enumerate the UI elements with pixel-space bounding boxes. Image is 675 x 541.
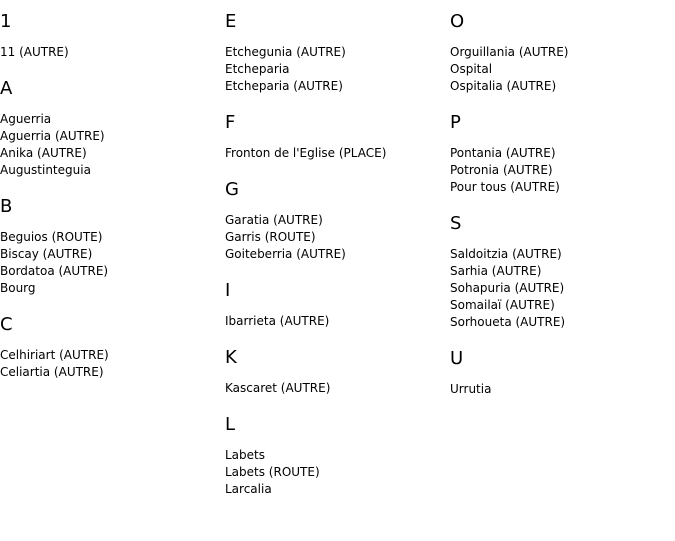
street-link[interactable]: Ospitalia (AUTRE) bbox=[450, 79, 557, 93]
street-link[interactable]: Celiartia (AUTRE) bbox=[0, 365, 104, 379]
list-item bbox=[0, 280, 220, 297]
street-link[interactable]: Beguios (ROUTE) bbox=[0, 230, 103, 244]
list-item bbox=[225, 212, 445, 229]
street-link[interactable]: Bordatoa (AUTRE) bbox=[0, 264, 109, 278]
list-item bbox=[225, 44, 445, 61]
list-item bbox=[0, 162, 220, 179]
group-letter: O bbox=[450, 11, 465, 32]
street-list bbox=[225, 44, 445, 95]
list-item bbox=[225, 464, 445, 481]
list-item bbox=[225, 61, 445, 78]
group-c bbox=[0, 315, 220, 381]
group-k bbox=[225, 348, 445, 397]
street-list bbox=[225, 447, 445, 498]
group-letter: P bbox=[450, 112, 461, 133]
group-1 bbox=[0, 12, 220, 61]
street-link[interactable]: Aguerria bbox=[0, 112, 52, 126]
list-item bbox=[0, 229, 220, 246]
street-link[interactable]: Urrutia bbox=[450, 382, 492, 396]
group-letter: E bbox=[225, 11, 237, 32]
list-item bbox=[450, 246, 670, 263]
street-link[interactable]: Labets (ROUTE) bbox=[225, 465, 320, 479]
street-link[interactable]: Garatia (AUTRE) bbox=[225, 213, 323, 227]
list-item bbox=[450, 162, 670, 179]
street-link[interactable]: Larcalia bbox=[225, 482, 272, 496]
list-item bbox=[225, 229, 445, 246]
group-g bbox=[225, 180, 445, 263]
list-item bbox=[225, 313, 445, 330]
street-link[interactable]: Garris (ROUTE) bbox=[225, 230, 316, 244]
street-link[interactable]: Augustinteguia bbox=[0, 163, 91, 177]
street-link[interactable]: Celhiriart (AUTRE) bbox=[0, 348, 109, 362]
list-item bbox=[450, 61, 670, 78]
list-item bbox=[225, 78, 445, 95]
street-link[interactable]: Saldoitzia (AUTRE) bbox=[450, 247, 562, 261]
street-list bbox=[450, 381, 670, 398]
list-item bbox=[450, 78, 670, 95]
street-list bbox=[225, 313, 445, 330]
group-letter: K bbox=[225, 347, 237, 368]
street-link[interactable]: Goiteberria (AUTRE) bbox=[225, 247, 346, 261]
street-link[interactable]: Sarhia (AUTRE) bbox=[450, 264, 542, 278]
group-u bbox=[450, 349, 670, 398]
street-list bbox=[225, 380, 445, 397]
list-item bbox=[0, 347, 220, 364]
group-a bbox=[0, 79, 220, 179]
group-e bbox=[225, 12, 445, 95]
group-b bbox=[0, 197, 220, 297]
street-list bbox=[450, 145, 670, 196]
group-f bbox=[225, 113, 445, 162]
street-link[interactable]: Bourg bbox=[0, 281, 36, 295]
street-list bbox=[0, 44, 220, 61]
list-item bbox=[450, 263, 670, 280]
street-link[interactable]: Biscay (AUTRE) bbox=[0, 247, 93, 261]
list-item bbox=[225, 380, 445, 397]
street-link[interactable]: Aguerria (AUTRE) bbox=[0, 129, 105, 143]
street-list bbox=[450, 44, 670, 95]
list-item bbox=[225, 481, 445, 498]
list-item bbox=[450, 145, 670, 162]
list-item bbox=[450, 381, 670, 398]
street-link[interactable]: Fronton de l'Eglise (PLACE) bbox=[225, 146, 387, 160]
street-link[interactable]: Orguillania (AUTRE) bbox=[450, 45, 569, 59]
group-letter: U bbox=[450, 348, 464, 369]
list-item bbox=[450, 314, 670, 331]
group-l bbox=[225, 415, 445, 498]
group-i bbox=[225, 281, 445, 330]
group-letter: 1 bbox=[0, 11, 12, 32]
list-item bbox=[450, 297, 670, 314]
group-letter: G bbox=[225, 179, 239, 200]
group-letter: I bbox=[225, 280, 231, 301]
street-list bbox=[0, 229, 220, 297]
street-list bbox=[0, 111, 220, 179]
street-list bbox=[450, 246, 670, 331]
group-letter: A bbox=[0, 78, 13, 99]
list-item bbox=[450, 280, 670, 297]
group-o bbox=[450, 12, 670, 95]
street-link[interactable]: Somailaï (AUTRE) bbox=[450, 298, 555, 312]
column-1 bbox=[0, 12, 220, 399]
street-link[interactable]: Labets bbox=[225, 448, 265, 462]
street-link[interactable]: Ibarrieta (AUTRE) bbox=[225, 314, 330, 328]
street-link[interactable]: Pour tous (AUTRE) bbox=[450, 180, 560, 194]
group-p bbox=[450, 113, 670, 196]
street-link[interactable]: Etcheparia bbox=[225, 62, 290, 76]
list-item bbox=[0, 246, 220, 263]
list-item bbox=[0, 44, 220, 61]
group-s bbox=[450, 214, 670, 331]
street-link[interactable]: Kascaret (AUTRE) bbox=[225, 381, 331, 395]
list-item bbox=[0, 263, 220, 280]
group-letter: S bbox=[450, 213, 462, 234]
group-letter: C bbox=[0, 314, 13, 335]
column-2 bbox=[225, 12, 445, 516]
list-item bbox=[225, 246, 445, 263]
street-link[interactable]: Pontania (AUTRE) bbox=[450, 146, 556, 160]
street-link[interactable]: Etchegunia (AUTRE) bbox=[225, 45, 346, 59]
street-link[interactable]: Sohapuria (AUTRE) bbox=[450, 281, 565, 295]
street-link[interactable]: Potronia (AUTRE) bbox=[450, 163, 553, 177]
list-item bbox=[0, 111, 220, 128]
group-letter: F bbox=[225, 112, 236, 133]
list-item bbox=[225, 145, 445, 162]
group-letter: B bbox=[0, 196, 13, 217]
list-item bbox=[225, 447, 445, 464]
list-item bbox=[0, 145, 220, 162]
list-item bbox=[450, 44, 670, 61]
street-link[interactable]: Etcheparia (AUTRE) bbox=[225, 79, 343, 93]
group-letter: L bbox=[225, 414, 236, 435]
street-link[interactable]: Sorhoueta (AUTRE) bbox=[450, 315, 566, 329]
street-list bbox=[0, 347, 220, 381]
list-item bbox=[450, 179, 670, 196]
street-list bbox=[225, 212, 445, 263]
column-3 bbox=[450, 12, 670, 416]
street-link[interactable]: 11 (AUTRE) bbox=[0, 45, 69, 59]
street-list bbox=[225, 145, 445, 162]
street-link[interactable]: Anika (AUTRE) bbox=[0, 146, 87, 160]
list-item bbox=[0, 128, 220, 145]
street-link[interactable]: Ospital bbox=[450, 62, 493, 76]
list-item bbox=[0, 364, 220, 381]
